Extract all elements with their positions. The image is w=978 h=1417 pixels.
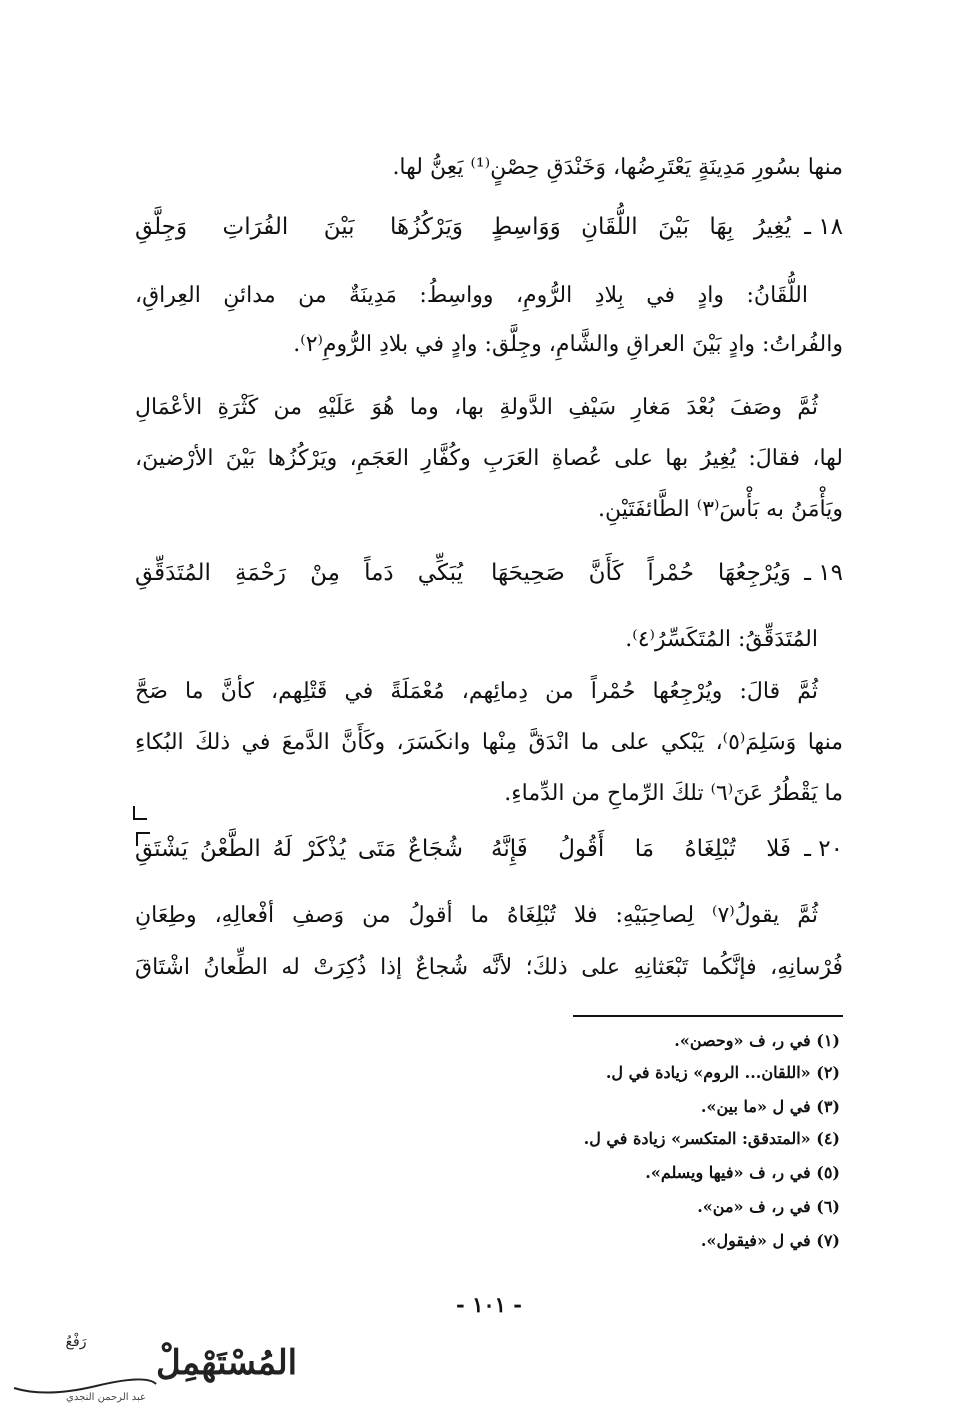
stamp-main-text: المُسْتَهْمِلْ — [156, 1343, 298, 1383]
verse-20 — [135, 832, 843, 876]
body-line: ثُمَّ قالَ: ويُرْجِعُها حُمْراً من دِمائِهم، مُعْمَلَةً في قَتْلِهم، كأنَّ ما صَحَّ — [135, 679, 818, 704]
footnote: (٤) «المتدقق: المتكسر» زيادة في ل. — [583, 1129, 840, 1148]
body-line: ثُمَّ وصَفَ بُعْدَ مَغارِ سَيْفِ الدَّولةِ بها، وما هُوَ عَلَيْهِ من كَثْرَةِ الأعْمَالِ — [135, 395, 818, 420]
verse-hemistich-1: يُغِيرُ بِهَا بَيْنَ اللُّقَانِ وَوَاسِطٍ — [491, 214, 791, 240]
verse-hemistich-2: شُجَاعٌ مَتَى يُذْكَرْ لَهُ الطَّعْنُ يَشْتَقِ — [135, 836, 463, 862]
body-line: المُتَدَقِّقُ: المُتَكَسِّرُ⁽٤⁾. — [625, 627, 818, 652]
body-line: منها بسُورِ مَدِينَةٍ يَعْتَرِضُها، وَخَنْدَقِ حِصْنٍ⁽¹⁾ يَعِنُّ لها. — [392, 155, 843, 180]
stamp-prefix-text: رَفْعُ — [65, 1334, 87, 1350]
footnote: (٧) في ل «فيقول». — [700, 1231, 840, 1250]
verse-hemistich-2: يُبَكِّي دَماً مِنْ رَحْمَةِ المُتَدَقِّقِ — [135, 560, 463, 586]
body-line: والفُراتُ: وادٍ بَيْنَ العراقِ والشَّامِ، وجِلَّق: وادٍ في بلادِ الرُّومِ⁽٢⁾. — [293, 332, 843, 357]
footnote: (٦) في ر، ف «من». — [697, 1197, 840, 1216]
body-line: منها وَسَلِمَ⁽٥⁾، يَبْكي على ما انْدَقَّ مِنْها وانكَسَرَ، وكَأَنَّ الدَّمعَ في ذلكَ البُكاءِ — [135, 730, 843, 755]
body-line: فُرْسانِهِ، فإنَّكُما تَبْعَثانِهِ على ذلكَ؛ لأنَّه شُجاعٌ إذا ذُكِرَتْ له الطِّعانُ اشْتَاقَ — [135, 955, 843, 980]
verse-18 — [135, 210, 843, 254]
footnote: (٢) «اللقان... الروم» زيادة في ل. — [605, 1063, 840, 1082]
body-line: اللُّقَانُ: وادٍ في بِلادِ الرُّومِ، وواسِطُ: مَدِينَةٌ من مدائنِ العِراقِ، — [135, 283, 808, 308]
verse-hemistich-1: وَيُرْجِعُهَا حُمْراً كَأَنَّ صَحِيحَهَا — [491, 560, 791, 586]
body-line: ما يَقْطُرُ عَنَ⁽٦⁾ تلكَ الرِّماحِ من الدِّماءِ. — [504, 781, 843, 806]
footnote: (١) في ر، ف «وحصن». — [674, 1031, 840, 1050]
body-line: ثُمَّ يقولُ⁽٧⁾ لِصاحِبَيْهِ: فلا تُبْلِغَاهُ ما أقولُ من وَصفِ أفْعالِهِ، وطِعَانِ — [135, 903, 819, 928]
footnote-rule — [573, 1015, 843, 1017]
verse-hemistich-1: فَلا تُبْلِغَاهُ مَا أَقُولُ فَإِنَّهُ — [491, 836, 791, 862]
verse-hemistich-2: وَيَرْكُزُهَا بَيْنَ الفُرَاتِ وَجِلَّقِ — [135, 214, 463, 240]
footnote: (٣) في ل «ما بين». — [700, 1097, 840, 1116]
body-line: لها، فقالَ: يُغِيرُ بها على عُصاةِ العَرَبِ وكُفَّارِ العَجَمِ، ويَرْكُزُها بَيْنَ الأرْضينَ، — [135, 446, 843, 471]
verse-19 — [135, 556, 843, 600]
library-stamp-logo — [6, 1330, 298, 1410]
verse-number: ١٩ ـ — [804, 560, 843, 586]
verse-number: ٢٠ ـ — [804, 836, 843, 862]
page-number: - ١٠١ - — [456, 1292, 522, 1317]
body-line: ويَأْمَنُ به بَأْسَ⁽٣⁾ الطَّائفَتَيْنِ. — [597, 497, 843, 522]
section-marker — [133, 806, 147, 820]
stamp-sub-text: عبد الرحمن النجدي — [66, 1392, 146, 1403]
verse-number: ١٨ ـ — [804, 214, 843, 240]
footnote: (٥) في ر، ف «فيها ويسلم». — [645, 1163, 840, 1182]
